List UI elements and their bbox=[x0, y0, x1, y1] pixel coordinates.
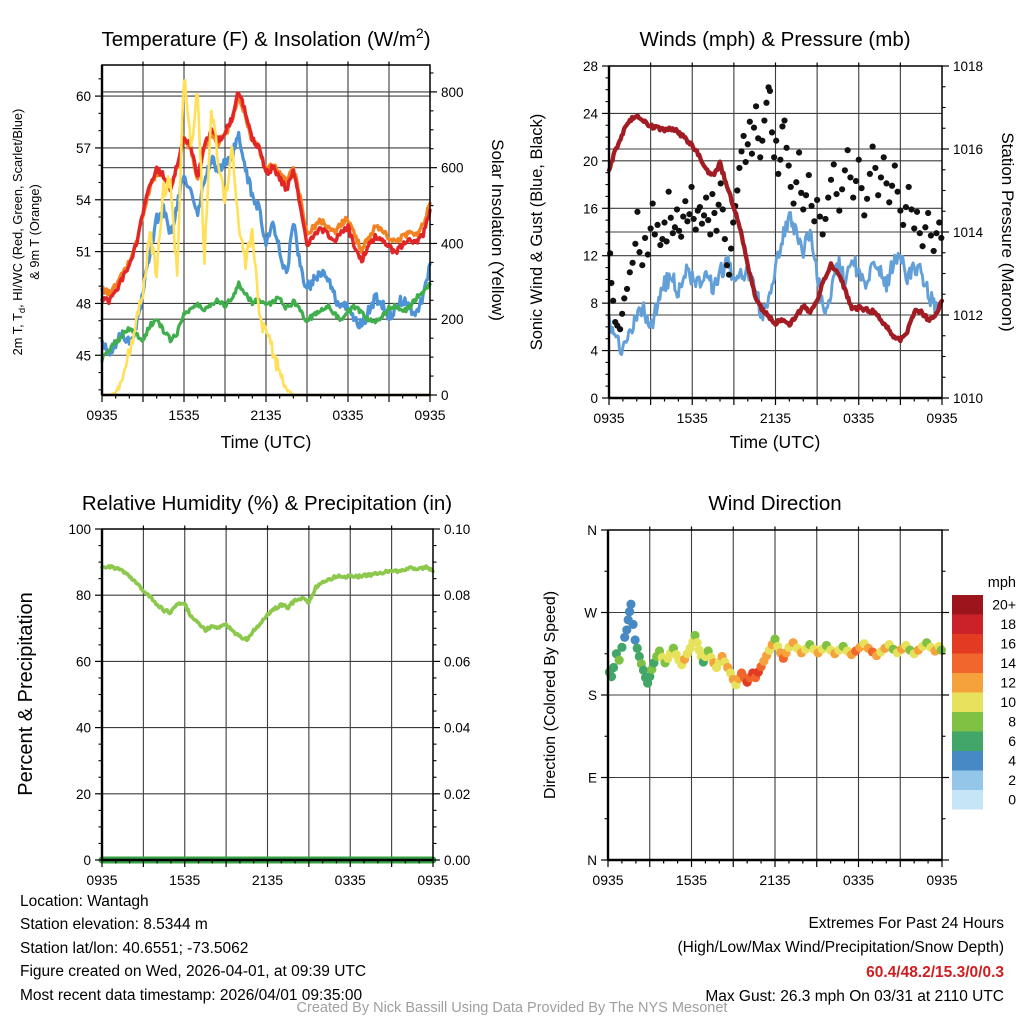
humidity-precip-plot-area bbox=[68, 522, 470, 888]
svg-text:1016: 1016 bbox=[953, 142, 984, 157]
humidity-y-axis-label: Percent & Precipitation bbox=[15, 592, 37, 796]
credit-line: Created By Nick Bassill Using Data Provided By The NYS Mesonet bbox=[296, 1000, 728, 1016]
wind-y-axis-label: Sonic Wind & Gust (Blue, Black) bbox=[528, 113, 546, 351]
insolation-y-axis-label: Solar Insolation (Yellow) bbox=[488, 139, 507, 321]
svg-text:N: N bbox=[587, 853, 597, 868]
svg-text:0.02: 0.02 bbox=[444, 786, 471, 802]
svg-text:20: 20 bbox=[75, 786, 91, 802]
temp-insolation-chart bbox=[0, 0, 512, 470]
svg-text:6: 6 bbox=[1008, 733, 1016, 749]
svg-text:0935: 0935 bbox=[414, 407, 446, 423]
svg-text:0: 0 bbox=[590, 391, 598, 406]
svg-text:0.08: 0.08 bbox=[444, 588, 471, 604]
station-elevation: Station elevation: 8.5344 m bbox=[20, 916, 208, 934]
svg-text:12: 12 bbox=[582, 248, 598, 264]
svg-text:S: S bbox=[587, 688, 597, 703]
svg-text:400: 400 bbox=[441, 236, 464, 252]
svg-text:40: 40 bbox=[75, 720, 91, 736]
svg-text:1535: 1535 bbox=[675, 872, 708, 888]
wind-pressure-chart bbox=[512, 0, 1024, 470]
humidity-precip-chart bbox=[0, 470, 512, 940]
pressure-y-axis-label: Station Pressure (Maroon) bbox=[998, 132, 1017, 332]
svg-text:1535: 1535 bbox=[168, 407, 200, 423]
svg-text:2: 2 bbox=[1008, 772, 1016, 788]
svg-text:0935: 0935 bbox=[86, 872, 118, 888]
svg-text:20: 20 bbox=[582, 153, 598, 169]
station-latlon: Station lat/lon: 40.6551; -73.5062 bbox=[20, 939, 249, 957]
svg-text:0335: 0335 bbox=[334, 872, 366, 888]
extremes-subtitle: (High/Low/Max Wind/Precipitation/Snow Depth) bbox=[677, 939, 1004, 957]
svg-text:10: 10 bbox=[1000, 694, 1016, 710]
station-info bbox=[20, 890, 366, 1007]
svg-text:80: 80 bbox=[75, 588, 91, 604]
temp-x-axis-label: Time (UTC) bbox=[220, 432, 312, 452]
svg-text:0.00: 0.00 bbox=[444, 853, 471, 868]
max-gust: Max Gust: 26.3 mph On 03/31 at 2110 UTC bbox=[705, 988, 1004, 1006]
svg-text:0935: 0935 bbox=[417, 872, 449, 888]
svg-text:8: 8 bbox=[590, 296, 598, 312]
svg-text:0935: 0935 bbox=[926, 410, 958, 426]
svg-text:12: 12 bbox=[1000, 674, 1016, 691]
temp-y-axis-label-line1: 2m T, $T_d$, HI/WC (Red, Green, Scarlet/Blue) bbox=[10, 108, 28, 356]
svg-text:0335: 0335 bbox=[332, 407, 364, 423]
svg-text:0: 0 bbox=[441, 388, 449, 403]
humidity-precip-title: Relative Humidity (%) & Precipitation (in) bbox=[81, 492, 453, 515]
svg-text:1018: 1018 bbox=[953, 59, 984, 74]
temp-y-axis-label-line2: & 9m T (Orange) bbox=[27, 184, 42, 280]
svg-text:1012: 1012 bbox=[953, 308, 984, 323]
svg-text:1535: 1535 bbox=[169, 872, 201, 888]
svg-text:N: N bbox=[587, 523, 597, 538]
svg-text:16: 16 bbox=[1000, 635, 1016, 652]
wind-x-axis-label: Time (UTC) bbox=[729, 432, 821, 452]
svg-text:45: 45 bbox=[75, 348, 91, 364]
svg-text:0935: 0935 bbox=[926, 872, 958, 888]
svg-text:24: 24 bbox=[582, 106, 598, 122]
svg-text:16: 16 bbox=[582, 201, 598, 217]
svg-text:14: 14 bbox=[1000, 655, 1016, 671]
wind-direction-plot-area bbox=[584, 523, 1016, 888]
svg-text:0935: 0935 bbox=[592, 872, 624, 888]
svg-text:600: 600 bbox=[441, 160, 464, 176]
svg-text:100: 100 bbox=[68, 522, 91, 537]
wind-direction-chart bbox=[512, 470, 1024, 940]
svg-text:60: 60 bbox=[75, 89, 91, 105]
svg-text:1010: 1010 bbox=[953, 391, 984, 406]
svg-text:8: 8 bbox=[1008, 713, 1016, 730]
temp-insolation-title: Temperature (F) & Insolation $(W/m^2)$ bbox=[101, 25, 431, 51]
temp-insolation-plot-area bbox=[76, 62, 464, 424]
speed-color-legend bbox=[952, 595, 1016, 810]
svg-text:1535: 1535 bbox=[676, 410, 708, 426]
svg-text:57: 57 bbox=[75, 140, 91, 156]
wind-pressure-title: Winds (mph) & Pressure (mb) bbox=[639, 28, 911, 51]
svg-text:2135: 2135 bbox=[251, 872, 284, 888]
svg-text:51: 51 bbox=[75, 244, 91, 260]
svg-text:E: E bbox=[587, 770, 597, 786]
svg-text:0.04: 0.04 bbox=[444, 720, 471, 736]
svg-text:0335: 0335 bbox=[843, 410, 875, 426]
extremes-info bbox=[678, 912, 1005, 1010]
svg-text:0: 0 bbox=[83, 853, 91, 868]
svg-text:1014: 1014 bbox=[953, 225, 984, 240]
svg-text:0.10: 0.10 bbox=[444, 522, 471, 537]
svg-text:0.06: 0.06 bbox=[444, 654, 471, 670]
extremes-values: 60.4/48.2/15.3/0/0.3 bbox=[866, 963, 1004, 981]
svg-text:4: 4 bbox=[1008, 752, 1016, 769]
svg-text:W: W bbox=[584, 605, 597, 621]
svg-text:0335: 0335 bbox=[842, 872, 875, 888]
figure-created: Figure created on Wed, 2026-04-01, at 09:39 UTC bbox=[20, 963, 367, 981]
direction-y-axis-label: Direction (Colored By Speed) bbox=[542, 590, 559, 800]
extremes-title: Extremes For Past 24 Hours bbox=[808, 915, 1004, 932]
station-location: Location: Wantagh bbox=[20, 893, 149, 910]
svg-text:800: 800 bbox=[441, 84, 464, 100]
svg-text:20+: 20+ bbox=[992, 596, 1016, 613]
svg-text:48: 48 bbox=[75, 296, 91, 312]
svg-text:18: 18 bbox=[1000, 616, 1016, 632]
svg-text:28: 28 bbox=[582, 59, 598, 74]
svg-text:0: 0 bbox=[1008, 791, 1016, 808]
svg-text:54: 54 bbox=[75, 192, 91, 208]
svg-text:2135: 2135 bbox=[759, 872, 791, 888]
wind-pressure-plot-area bbox=[583, 59, 984, 426]
recent-timestamp: Most recent data timestamp: 2026/04/01 09:35:00 bbox=[20, 986, 363, 1004]
svg-text:0935: 0935 bbox=[593, 410, 625, 426]
wind-direction-title: Wind Direction bbox=[708, 492, 842, 515]
speed-legend-title: mph bbox=[987, 575, 1016, 591]
svg-text:4: 4 bbox=[590, 343, 598, 359]
svg-text:0935: 0935 bbox=[86, 407, 118, 423]
svg-text:2135: 2135 bbox=[759, 410, 792, 426]
svg-text:2135: 2135 bbox=[250, 407, 282, 423]
svg-text:60: 60 bbox=[75, 654, 91, 670]
svg-text:200: 200 bbox=[441, 312, 464, 328]
